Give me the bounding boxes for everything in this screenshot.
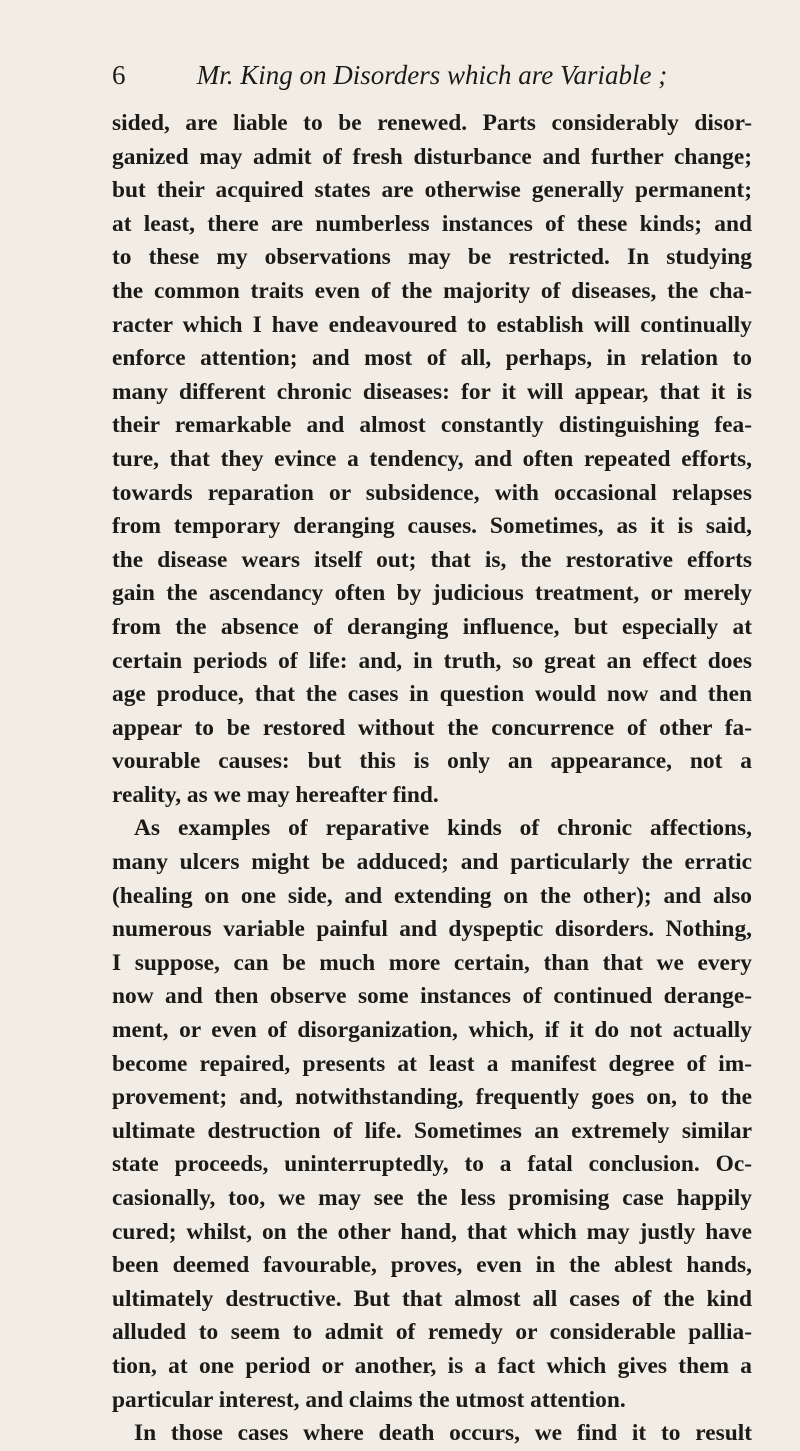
text-line: but their acquired states are otherwise generally permanent; (112, 177, 752, 204)
text-line: ganized may admit of fresh disturbance and further change; (112, 143, 752, 170)
text-line: ultimately destructive. But that almost all cases of the kind (112, 1285, 752, 1312)
text-line: been deemed favourable, proves, even in the ablest hands, (112, 1252, 752, 1279)
text-line: I suppose, can be much more certain, than that we every (112, 949, 752, 976)
text-line: provement; and, notwithstanding, frequently goes on, to the (112, 1084, 752, 1111)
text-line: many different chronic diseases: for it will appear, that it is (112, 378, 752, 405)
running-head (112, 58, 752, 92)
text-line: ment, or even of disorganization, which, if it do not actually (112, 1017, 752, 1044)
text-line: state proceeds, uninterruptedly, to a fatal conclusion. Oc- (112, 1151, 752, 1178)
text-line: now and then observe some instances of continued derange- (112, 983, 752, 1010)
text-line: particular interest, and claims the utmost attention. (112, 1386, 626, 1413)
text-line: ture, that they evince a tendency, and often repeated efforts, (112, 445, 752, 472)
text-line: age produce, that the cases in question would now and then (112, 681, 752, 708)
page-number: 6 (112, 60, 126, 90)
text-line: certain periods of life: and, in truth, so great an effect does (112, 647, 752, 674)
text-line: the common traits even of the majority of diseases, the cha- (112, 277, 752, 304)
text-line: become repaired, presents at least a manifest degree of im- (112, 1050, 752, 1077)
text-line: ultimate destruction of life. Sometimes an extremely similar (112, 1117, 752, 1144)
text-line: (healing on one side, and extending on the other); and also (112, 882, 752, 909)
body-text (112, 107, 752, 1451)
text-line: racter which I have endeavoured to establish will continually (112, 311, 752, 338)
text-line: As examples of reparative kinds of chronic affections, (134, 815, 752, 842)
text-line: the disease wears itself out; that is, the restorative efforts (112, 546, 752, 573)
text-line: appear to be restored without the concurrence of other fa- (112, 714, 752, 741)
text-line: alluded to seem to admit of remedy or considerable pallia- (112, 1319, 752, 1346)
text-line: reality, as we may hereafter find. (112, 781, 439, 808)
text-line: casionally, too, we may see the less promising case happily (112, 1185, 752, 1211)
text-line: from the absence of deranging influence, but especially at (112, 613, 752, 640)
text-line: In those cases where death occurs, we find it to result (134, 1420, 752, 1447)
text-line: cured; whilst, on the other hand, that which may justly have (112, 1218, 752, 1245)
text-line: many ulcers might be adduced; and particularly the erratic (112, 849, 752, 876)
text-line: enforce attention; and most of all, perhaps, in relation to (112, 345, 752, 372)
text-line: gain the ascendancy often by judicious treatment, or merely (112, 580, 752, 607)
running-title: Mr. King on Disorders which are Variable ; (196, 60, 668, 90)
text-line: their remarkable and almost constantly distinguishing fea- (112, 412, 752, 439)
text-line: tion, at one period or another, is a fact which gives them a (112, 1352, 752, 1379)
text-line: from temporary deranging causes. Sometimes, as it is said, (112, 513, 752, 540)
text-line: sided, are liable to be renewed. Parts considerably disor- (112, 110, 752, 136)
text-line: at least, there are numberless instances of these kinds; and (112, 210, 752, 237)
text-line: to these my observations may be restricted. In studying (112, 244, 752, 271)
text-line: vourable causes: but this is only an appearance, not a (112, 748, 752, 775)
text-line: towards reparation or subsidence, with occasional relapses (112, 479, 752, 506)
text-line: numerous variable painful and dyspeptic disorders. Nothing, (112, 916, 752, 943)
